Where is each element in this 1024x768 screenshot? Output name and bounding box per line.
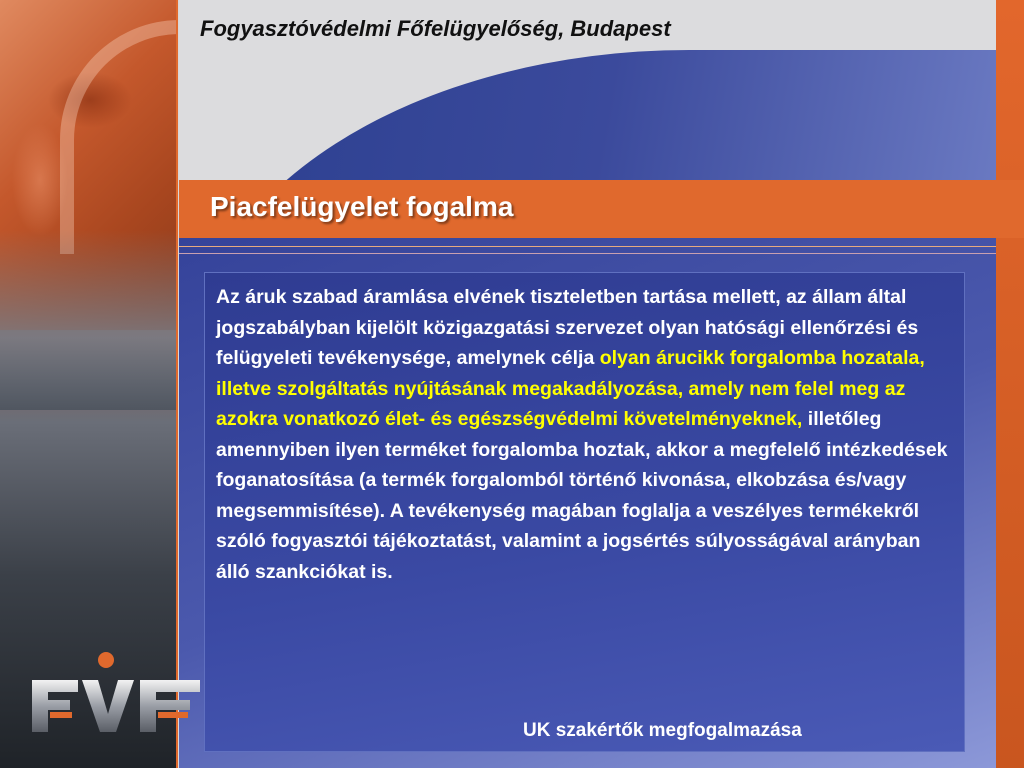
right-orange-stripe (996, 0, 1024, 768)
organization-title: Fogyasztóvédelmi Főfelügyelőség, Budapest (200, 16, 671, 41)
definition-text (216, 282, 956, 587)
attribution-text: UK szakértők megfogalmazása (523, 720, 802, 741)
separator-line (179, 253, 996, 254)
header-swoosh (189, 50, 996, 180)
panel-fade (0, 230, 178, 410)
separator-line (179, 246, 996, 247)
definition-part-1: Az áruk szabad áramlása elvének tiszteletben tartása mellett, az állam által jogszabályban kijelölt közigazgatási szervezet olyan hatósági ellenőrzési és felügyeleti tevékenysége, amelynek célja (216, 286, 919, 369)
definition-part-2: illetőleg amennyiben ilyen terméket forgalomba hoztak, akkor a megfelelő intézkedések foganatosítása (a termék forgalomból történő kivonása, elkobzása és/vagy megsemmisítése). A tevékenység magában foglalja a veszélyes termékekről szóló fogyasztói tájékoztatást, valamint a jogsértés súlyosságával arányban álló szankciókat is. (216, 408, 948, 583)
slide-title: Piacfelügyelet fogalma (210, 191, 514, 222)
definition-highlight: olyan árucikk forgalomba hozatala, illetve szolgáltatás nyújtásának megakadályozása, amely nem felel meg az azokra vonatkozó élet- és egészségvédelmi követelményeknek, (216, 347, 925, 430)
fvf-logo-icon (30, 650, 205, 740)
